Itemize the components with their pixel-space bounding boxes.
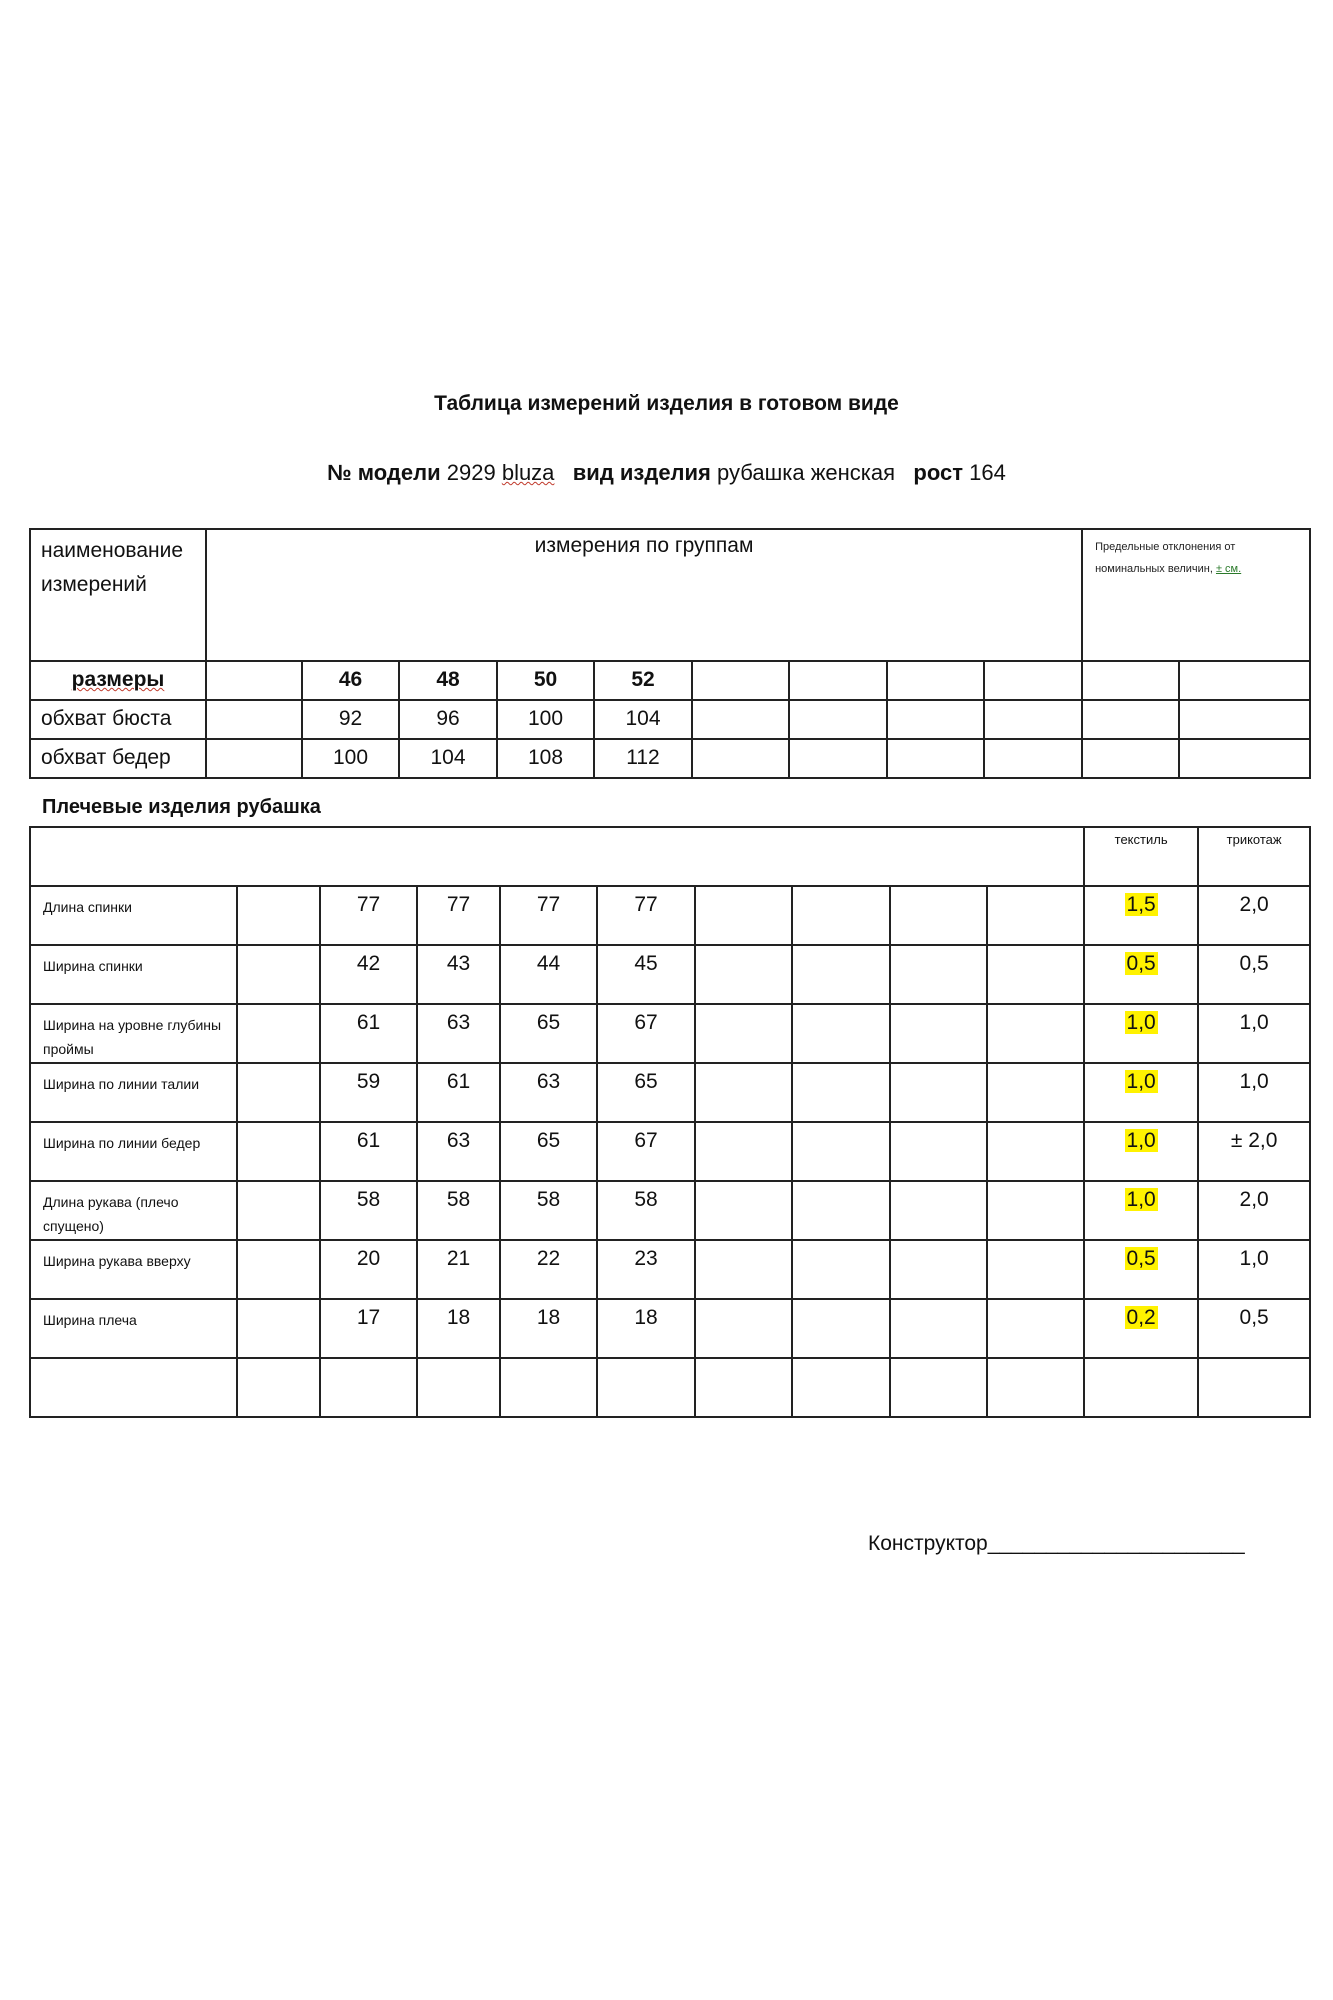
deviation-header-text: Предельные отклонения от номинальных величин, (1095, 541, 1236, 575)
empty-cell (237, 1063, 320, 1122)
table-row (30, 886, 1310, 945)
empty-cell (792, 1063, 890, 1122)
empty-cell (695, 945, 792, 1004)
empty-cell (237, 1358, 320, 1417)
section-title: Плечевые изделия рубашка (42, 796, 321, 818)
value-cell: 22 (500, 1240, 597, 1299)
empty-cell (984, 739, 1082, 778)
value-cell: 104 (594, 700, 692, 739)
empty-cell (890, 1181, 987, 1240)
empty-header-cell (30, 827, 1084, 886)
value-cell: 77 (320, 886, 417, 945)
empty-cell (984, 700, 1082, 739)
size-cell: 52 (594, 661, 692, 700)
value-cell: 61 (320, 1004, 417, 1063)
value-cell: 63 (417, 1122, 500, 1181)
value-cell: 21 (417, 1240, 500, 1299)
knit-tolerance-cell: ± 2,0 (1198, 1122, 1310, 1181)
empty-cell (1082, 661, 1179, 700)
value-cell: 104 (399, 739, 497, 778)
textile-tolerance-cell (1084, 945, 1198, 1004)
size-cell: 50 (497, 661, 594, 700)
value-cell: 77 (597, 886, 695, 945)
empty-cell (1198, 1358, 1310, 1417)
knit-tolerance-cell: 1,0 (1198, 1004, 1310, 1063)
empty-cell (206, 739, 302, 778)
knit-tolerance-cell: 1,0 (1198, 1063, 1310, 1122)
textile-tolerance-value: 0,5 (1126, 952, 1156, 975)
row-label: Ширина спинки (30, 945, 237, 1004)
value-cell: 44 (500, 945, 597, 1004)
empty-cell (987, 1122, 1084, 1181)
row-label: Ширина на уровне глубины проймы (30, 1004, 237, 1063)
empty-cell (987, 1004, 1084, 1063)
empty-cell (789, 661, 887, 700)
value-cell: 100 (497, 700, 594, 739)
empty-cell (237, 1004, 320, 1063)
empty-cell (237, 1122, 320, 1181)
textile-tolerance-cell (1084, 1299, 1198, 1358)
empty-cell (792, 1299, 890, 1358)
empty-cell (1179, 739, 1310, 778)
empty-cell (984, 661, 1082, 700)
empty-cell (237, 886, 320, 945)
empty-cell (890, 1358, 987, 1417)
empty-cell (320, 1358, 417, 1417)
empty-cell (30, 1358, 237, 1417)
empty-cell (597, 1358, 695, 1417)
empty-cell (1082, 700, 1179, 739)
value-cell: 23 (597, 1240, 695, 1299)
value-cell: 63 (417, 1004, 500, 1063)
value-cell: 67 (597, 1004, 695, 1063)
empty-cell (695, 1299, 792, 1358)
model-suffix: bluza (501, 460, 555, 485)
model-value: 2929 (446, 460, 496, 485)
empty-cell (890, 1122, 987, 1181)
empty-cell (890, 886, 987, 945)
value-cell: 20 (320, 1240, 417, 1299)
empty-cell (792, 1358, 890, 1417)
page-title: Таблица измерений изделия в готовом виде (434, 392, 899, 415)
empty-cell (417, 1358, 500, 1417)
textile-tolerance-cell (1084, 1004, 1198, 1063)
empty-cell (887, 661, 984, 700)
empty-cell (789, 700, 887, 739)
deviation-unit: ± см. (1215, 563, 1242, 575)
value-cell: 61 (417, 1063, 500, 1122)
empty-cell (1084, 1358, 1198, 1417)
row-label: обхват бедер (30, 739, 206, 778)
textile-tolerance-cell (1084, 1181, 1198, 1240)
textile-tolerance-value: 1,5 (1126, 893, 1156, 916)
empty-cell (890, 945, 987, 1004)
empty-cell (1179, 661, 1310, 700)
table-row (30, 945, 1310, 1004)
empty-cell (692, 661, 789, 700)
textile-tolerance-value: 1,0 (1126, 1188, 1156, 1211)
size-groups-table (29, 528, 1311, 779)
value-cell: 100 (302, 739, 399, 778)
empty-cell (987, 886, 1084, 945)
textile-tolerance-value: 1,0 (1126, 1070, 1156, 1093)
knit-tolerance-cell: 1,0 (1198, 1240, 1310, 1299)
textile-tolerance-value: 0,5 (1126, 1247, 1156, 1270)
empty-cell (987, 1358, 1084, 1417)
type-value: рубашка женская (717, 460, 896, 485)
table-row (30, 1240, 1310, 1299)
empty-cell (695, 1181, 792, 1240)
model-label: № модели (327, 460, 441, 485)
row-label: Длина рукава (плечо спущено) (30, 1181, 237, 1240)
value-cell: 45 (597, 945, 695, 1004)
value-cell: 58 (500, 1181, 597, 1240)
row-label: Ширина рукава вверху (30, 1240, 237, 1299)
value-cell: 18 (500, 1299, 597, 1358)
textile-header: текстиль (1084, 827, 1198, 886)
empty-cell (890, 1299, 987, 1358)
measurement-name-header: наименование измерений (30, 529, 206, 661)
sizes-label-text: размеры (71, 668, 165, 691)
textile-tolerance-value: 1,0 (1126, 1011, 1156, 1034)
empty-cell (695, 1004, 792, 1063)
value-cell: 17 (320, 1299, 417, 1358)
knit-tolerance-cell: 2,0 (1198, 1181, 1310, 1240)
value-cell: 65 (597, 1063, 695, 1122)
empty-cell (500, 1358, 597, 1417)
value-cell: 108 (497, 739, 594, 778)
empty-cell (987, 1240, 1084, 1299)
empty-cell (237, 945, 320, 1004)
empty-cell (695, 1063, 792, 1122)
value-cell: 77 (417, 886, 500, 945)
value-cell: 42 (320, 945, 417, 1004)
empty-cell (789, 739, 887, 778)
empty-cell (792, 886, 890, 945)
empty-cell (695, 886, 792, 945)
height-value: 164 (969, 460, 1006, 485)
row-label: Ширина плеча (30, 1299, 237, 1358)
value-cell: 67 (597, 1122, 695, 1181)
row-label: обхват бюста (30, 700, 206, 739)
textile-tolerance-cell (1084, 1063, 1198, 1122)
model-info-line (0, 460, 1333, 486)
empty-cell (695, 1240, 792, 1299)
value-cell: 77 (500, 886, 597, 945)
constructor-signature-line: Конструктор______________________ (868, 1532, 1245, 1555)
empty-cell (695, 1358, 792, 1417)
size-cell: 46 (302, 661, 399, 700)
knit-tolerance-cell: 2,0 (1198, 886, 1310, 945)
value-cell: 18 (597, 1299, 695, 1358)
table-row (30, 1299, 1310, 1358)
deviation-header (1082, 529, 1310, 661)
empty-row (30, 1358, 1310, 1417)
empty-cell (792, 945, 890, 1004)
empty-cell (987, 1299, 1084, 1358)
table-row (30, 1004, 1310, 1063)
value-cell: 63 (500, 1063, 597, 1122)
textile-tolerance-cell (1084, 1122, 1198, 1181)
empty-cell (237, 1299, 320, 1358)
empty-cell (890, 1004, 987, 1063)
empty-cell (237, 1240, 320, 1299)
groups-header: измерения по группам (206, 529, 1082, 661)
empty-cell (887, 739, 984, 778)
size-cell: 48 (399, 661, 497, 700)
empty-cell (692, 700, 789, 739)
empty-cell (987, 1063, 1084, 1122)
knit-tolerance-cell: 0,5 (1198, 945, 1310, 1004)
table-row (30, 1122, 1310, 1181)
value-cell: 43 (417, 945, 500, 1004)
empty-cell (695, 1122, 792, 1181)
value-cell: 65 (500, 1122, 597, 1181)
empty-cell (206, 661, 302, 700)
empty-cell (792, 1181, 890, 1240)
empty-cell (887, 700, 984, 739)
value-cell: 92 (302, 700, 399, 739)
value-cell: 58 (597, 1181, 695, 1240)
empty-cell (206, 700, 302, 739)
row-label: Ширина по линии бедер (30, 1122, 237, 1181)
empty-cell (792, 1240, 890, 1299)
empty-cell (1082, 739, 1179, 778)
row-label: Ширина по линии талии (30, 1063, 237, 1122)
value-cell: 58 (417, 1181, 500, 1240)
value-cell: 59 (320, 1063, 417, 1122)
textile-tolerance-cell (1084, 886, 1198, 945)
type-label: вид изделия (572, 460, 711, 485)
empty-cell (692, 739, 789, 778)
value-cell: 96 (399, 700, 497, 739)
shoulder-items-table (29, 826, 1311, 1418)
height-label: рост (913, 460, 963, 485)
row-label: Длина спинки (30, 886, 237, 945)
knit-header: трикотаж (1198, 827, 1310, 886)
value-cell: 65 (500, 1004, 597, 1063)
textile-tolerance-value: 0,2 (1126, 1306, 1156, 1329)
value-cell: 58 (320, 1181, 417, 1240)
knit-tolerance-cell: 0,5 (1198, 1299, 1310, 1358)
empty-cell (987, 1181, 1084, 1240)
textile-tolerance-value: 1,0 (1126, 1129, 1156, 1152)
empty-cell (987, 945, 1084, 1004)
empty-cell (792, 1122, 890, 1181)
value-cell: 112 (594, 739, 692, 778)
empty-cell (890, 1063, 987, 1122)
table-row (30, 1063, 1310, 1122)
empty-cell (1179, 700, 1310, 739)
value-cell: 18 (417, 1299, 500, 1358)
empty-cell (237, 1181, 320, 1240)
table-row (30, 1181, 1310, 1240)
textile-tolerance-cell (1084, 1240, 1198, 1299)
sizes-label (30, 661, 206, 700)
empty-cell (890, 1240, 987, 1299)
empty-cell (792, 1004, 890, 1063)
value-cell: 61 (320, 1122, 417, 1181)
